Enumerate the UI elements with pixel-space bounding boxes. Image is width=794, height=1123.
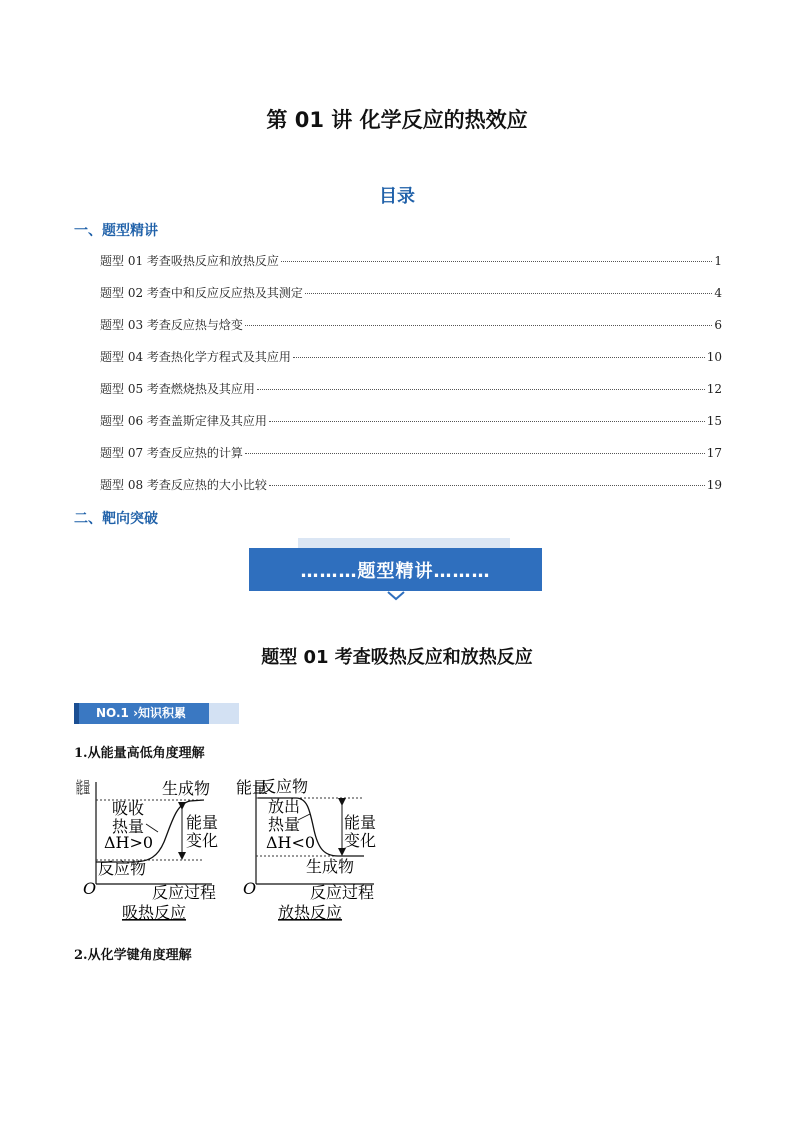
toc-entry-page: 10: [706, 350, 722, 364]
endothermic-diagram: [72, 776, 222, 924]
question-type-title: 题型 01 考查吸热反应和放热反应: [261, 647, 533, 668]
toc-entry-page: 6: [714, 318, 722, 332]
toc-entry-label: 题型 05 考查燃烧热及其应用: [100, 382, 255, 396]
origin-label: O: [243, 879, 257, 898]
banner-chevron-icon: [386, 590, 406, 602]
subheading-bond: 2.从化学键角度理解: [74, 948, 192, 963]
section-banner: ………题型精讲………: [249, 548, 542, 591]
toc-entry-label: 题型 08 考查反应热的大小比较: [100, 478, 267, 492]
toc-leader-dots: [269, 485, 705, 486]
toc-entry-page: 19: [706, 478, 722, 492]
toc-entry-07[interactable]: [100, 444, 722, 462]
document-title: 第 01 讲 化学反应的热效应: [266, 108, 528, 132]
note-line-1: 吸收: [112, 799, 145, 818]
toc-entry-page: 17: [706, 446, 722, 460]
diagram-caption: 放热反应: [278, 903, 343, 922]
toc-leader-dots: [245, 453, 705, 454]
subheading-energy: 1.从能量高低角度理解: [74, 746, 205, 761]
diagram-caption: 吸热反应: [122, 903, 187, 922]
note-line-2: 热量: [112, 817, 145, 836]
note-pointer: [146, 824, 158, 832]
toc-leader-dots: [257, 389, 705, 390]
change-label-line-2: 变化: [344, 831, 377, 850]
section-heading-2: 二、靶向突破: [74, 511, 158, 527]
x-axis-label: 反应过程: [310, 883, 375, 902]
note-line-3: ΔH<0: [266, 833, 316, 852]
bottom-level-label: 反应物: [98, 859, 147, 878]
toc-entry-page: 1: [714, 254, 722, 268]
top-level-label: 生成物: [162, 779, 211, 798]
knowledge-tag: [74, 703, 239, 724]
tag-accent-bar: [74, 703, 79, 724]
toc-entry-label: 题型 04 考查热化学方程式及其应用: [100, 350, 291, 364]
y-axis-label-top: 能量: [236, 778, 269, 797]
toc-entry-page: 15: [706, 414, 722, 428]
exothermic-diagram: [234, 776, 384, 924]
change-label-line-2: 变化: [186, 831, 219, 850]
note-line-3: ΔH>0: [104, 833, 154, 852]
toc-entry-05[interactable]: [100, 380, 722, 398]
toc-entry-06[interactable]: [100, 412, 722, 430]
toc-entry-label: 题型 03 考查反应热与焓变: [100, 318, 243, 332]
toc-entry-label: 题型 07 考查反应热的计算: [100, 446, 243, 460]
toc-leader-dots: [281, 261, 712, 262]
toc-entry-page: 12: [706, 382, 722, 396]
toc-entry-02[interactable]: [100, 284, 722, 302]
top-level-label: 反应物: [260, 777, 309, 796]
toc-leader-dots: [293, 357, 705, 358]
toc-entry-01[interactable]: [100, 252, 722, 270]
y-axis-label-top: 能量: [76, 778, 90, 797]
note-line-2: 热量: [268, 815, 301, 834]
bottom-level-label: 生成物: [306, 857, 355, 876]
toc-leader-dots: [245, 325, 712, 326]
toc-entry-label: 题型 01 考查吸热反应和放热反应: [100, 254, 279, 268]
origin-label: O: [83, 879, 97, 898]
tag-label: NO.1 ›知识积累: [96, 706, 187, 720]
x-axis-label: 反应过程: [152, 883, 217, 902]
toc-entry-page: 4: [714, 286, 722, 300]
toc-entry-04[interactable]: [100, 348, 722, 366]
note-line-1: 放出: [268, 797, 301, 816]
toc-leader-dots: [269, 421, 705, 422]
change-label-line-1: 能量: [186, 813, 219, 832]
change-label-line-1: 能量: [344, 813, 377, 832]
banner-backdrop: [298, 538, 510, 548]
toc-entry-03[interactable]: [100, 316, 722, 334]
toc-leader-dots: [305, 293, 712, 294]
toc-entry-label: 题型 06 考查盖斯定律及其应用: [100, 414, 267, 428]
toc-title: 目录: [379, 186, 415, 207]
toc-entry-08[interactable]: [100, 476, 722, 494]
section-heading-1: 一、题型精讲: [74, 223, 158, 239]
toc-entry-label: 题型 02 考查中和反应反应热及其测定: [100, 286, 303, 300]
